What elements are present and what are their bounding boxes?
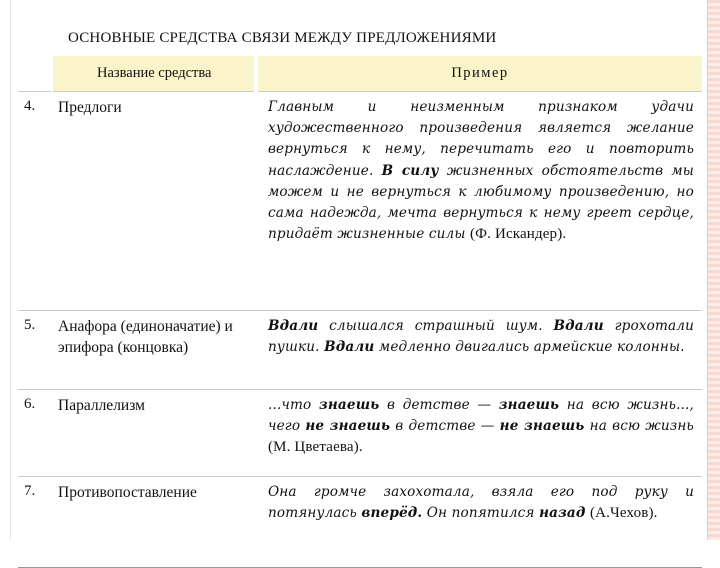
decorative-right-stripes (708, 0, 720, 540)
emphasis-word: Вдали (324, 339, 375, 356)
means-name: Параллелизм (52, 390, 256, 477)
left-page-edge (0, 0, 11, 540)
row-number: 6. (18, 390, 52, 477)
example-segment: грохотали пушки. (268, 318, 694, 356)
row-number: 4. (18, 92, 52, 311)
example-text (256, 311, 702, 390)
example-segment: в детстве — (390, 418, 500, 435)
table-header-row (18, 56, 702, 92)
example-text (256, 92, 702, 311)
table-row (18, 311, 702, 390)
example-text (256, 390, 702, 477)
example-segment: жизненных обстоятельств мы можем и не вернуться к любимому произведению, но сама надежда, мечта вернуться к нему греет сердце, придаёт жизненные силы (268, 162, 695, 243)
header-number-cell (18, 56, 52, 92)
row-number: 5. (18, 311, 52, 390)
example-segment: Она громче захохотала, взяла его под руку и потянулась (268, 484, 694, 522)
table-row (18, 477, 702, 568)
means-name: Предлоги (52, 92, 256, 311)
example-segment: Он попятился (422, 505, 540, 522)
example-segment: на всю жизнь (584, 418, 694, 435)
header-example: Пример (256, 56, 702, 92)
author-citation: (А.Чехов). (589, 505, 658, 522)
emphasis-word: знаешь (319, 397, 380, 413)
example-segment: на всю жизнь..., чего (268, 397, 694, 435)
emphasis-word: Вдали (553, 318, 604, 334)
example-text (256, 477, 702, 568)
example-segment: медленно двигались армейские колонны. (374, 339, 685, 356)
emphasis-word: назад (539, 505, 586, 522)
author-citation: (Ф. Искандер). (470, 226, 567, 243)
emphasis-word: В силу (381, 162, 439, 179)
example-segment: в детстве — (379, 397, 499, 413)
page-title: ОСНОВНЫЕ СРЕДСТВА СВЯЗИ МЕЖДУ ПРЕДЛОЖЕНИЯМИ (68, 30, 497, 46)
means-name: Противопоставление (52, 477, 256, 568)
means-table (18, 56, 702, 568)
table-row (18, 390, 702, 477)
emphasis-word: знаешь (498, 397, 560, 413)
header-name: Название средства (52, 56, 256, 92)
emphasis-word: не знаешь (305, 418, 391, 435)
example-segment: слышался страшный шум. (318, 318, 554, 334)
row-number: 7. (18, 477, 52, 568)
emphasis-word: Вдали (268, 318, 319, 334)
emphasis-word: вперёд. (361, 505, 423, 522)
example-segment: Главным и неизменным признаком удачи художественного произведения является желание вернуться к нему, перечитать его и повторить наслаждение. (268, 99, 694, 179)
example-segment: ...что (268, 397, 320, 413)
table-row (18, 92, 702, 311)
means-name: Анафора (единоначатие) и эпифора (концовка) (52, 311, 256, 390)
author-citation: (М. Цветаева). (268, 439, 363, 456)
emphasis-word: не знаешь (499, 418, 585, 435)
